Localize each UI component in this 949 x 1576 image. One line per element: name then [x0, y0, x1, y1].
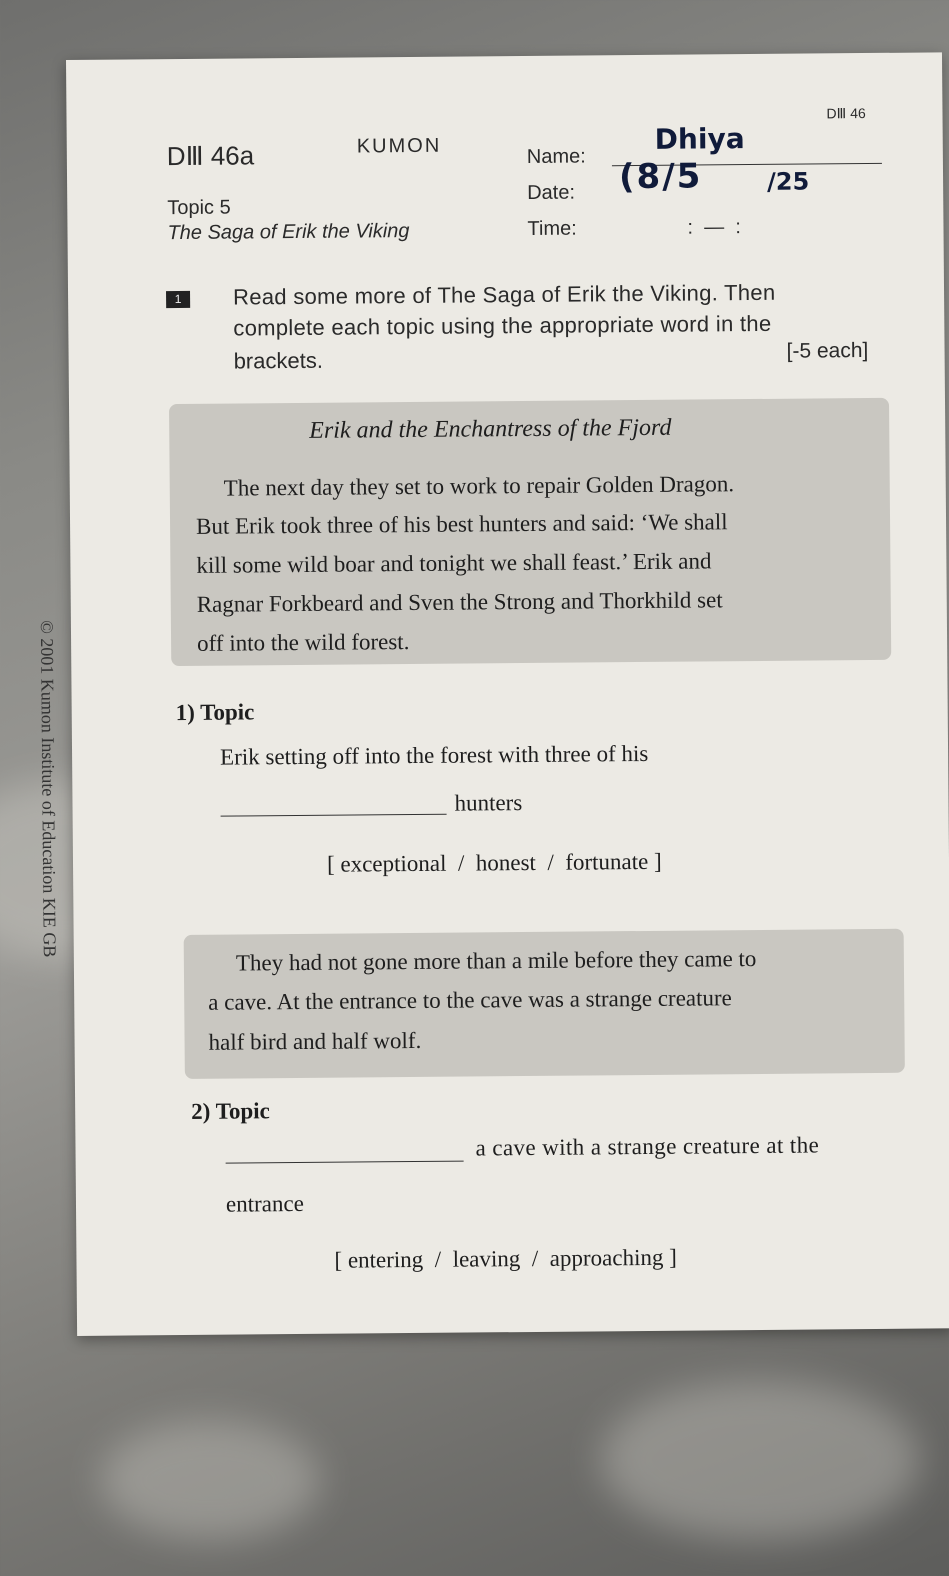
kumon-logo: KUMON: [356, 134, 442, 158]
instruction-line-3: brackets.: [233, 347, 324, 374]
time-label: Time:: [527, 217, 577, 240]
answer-blank-2[interactable]: [226, 1161, 464, 1164]
passage-1-line: off into the wild forest.: [196, 629, 410, 656]
answer-blank-1[interactable]: [221, 814, 447, 817]
page-code-small: DⅢ 46: [826, 105, 866, 122]
question-2-options: [ entering / leaving / approaching ]: [334, 1244, 677, 1273]
name-value: Dhiya: [654, 122, 745, 156]
question-1-options: [ exceptional / honest / fortunate ]: [326, 848, 662, 877]
passage-2-line: They had not gone more than a mile before they came to: [235, 946, 757, 976]
date-label: Date:: [527, 181, 576, 204]
instruction-line-1: Read some more of The Saga of Erik the Viking. Then: [232, 279, 776, 310]
passage-2-line: a cave. At the entrance to the cave was a strange creature: [208, 985, 732, 1015]
date-value: (8/5: [618, 156, 703, 198]
question-1-text: Erik setting off into the forest with three of his: [219, 740, 649, 770]
time-separator: : — :: [687, 216, 741, 239]
passage-1-line: The next day they set to work to repair Golden Dragon.: [223, 471, 735, 501]
copyright-notice: © 2001 Kumon Institute of Education KIE GB: [36, 620, 60, 958]
passage-1-line: kill some wild boar and tonight we shall feast.’ Erik and: [196, 548, 712, 578]
instruction-number-badge: 1: [166, 291, 190, 308]
question-1-text-after-blank: hunters: [454, 790, 523, 816]
worksheet-page: [36, 52, 949, 1336]
page-code: DⅢ 46a: [166, 140, 255, 172]
question-1-label: 1) Topic: [175, 699, 255, 726]
passage-2-line: half bird and half wolf.: [208, 1027, 422, 1055]
score-note: [-5 each]: [786, 339, 869, 363]
instruction-line-2: complete each topic using the appropriate word in the: [233, 310, 772, 341]
passage-1-line: Ragnar Forkbeard and Sven the Strong and Thorkhild set: [196, 587, 723, 617]
topic-title: The Saga of Erik the Viking: [167, 220, 410, 245]
date-year: /25: [766, 167, 810, 196]
passage-1-line: But Erik took three of his best hunters and said: ‘We shall: [195, 509, 728, 539]
question-2-label: 2) Topic: [191, 1098, 270, 1124]
question-2-text: a cave with a strange creature at the: [475, 1132, 820, 1161]
name-label: Name:: [526, 145, 586, 168]
question-2-text-line-2: entrance: [225, 1190, 304, 1217]
topic-label: Topic 5: [167, 196, 231, 220]
passage-1-title: Erik and the Enchantress of the Fjord: [309, 414, 672, 444]
